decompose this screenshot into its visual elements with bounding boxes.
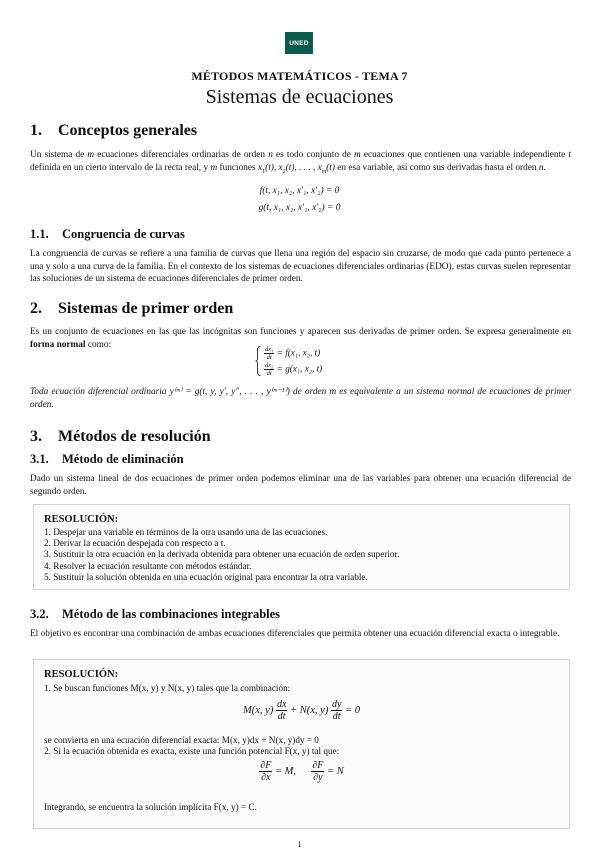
- section-heading-2: [30, 300, 233, 318]
- exact-equation-line: se convierta en una ecuación diferencial exacta: M(x, y)dx + N(x, y)dy = 0: [44, 735, 319, 745]
- course-header: MÉTODOS MATEMÁTICOS - TEMA 7: [191, 69, 408, 83]
- page-number: 1: [297, 840, 302, 849]
- potential-function-equation: $\frac{\partial F}{\partial x}$ = M, $\frac{\partial F}{\partial y}$ = N: [260, 760, 344, 783]
- subsection-heading-3-2: [30, 607, 280, 622]
- subsection-heading-1-1: [30, 227, 185, 242]
- resolution-step: 1. Despejar una variable en términos de la otra usando una de las ecuaciones.: [44, 527, 328, 537]
- paragraph-elimination: Dado un sistema lineal de dos ecuaciones de primer orden podemos eliminar una de las variables para obtener una ecuación diferencial de segundo orden.: [30, 474, 571, 497]
- section-heading-1: [30, 122, 197, 140]
- resolution-step-1: 1. Se buscan funciones M(x, y) y N(x, y) tales que la combinación:: [44, 683, 291, 693]
- resolution-step-2: 2. Si la ecuación obtenida es exacta, existe una función potencial F(x, y) tal que:: [44, 746, 340, 756]
- implicit-solution-line: Integrando, se encuentra la solución implícita F(x, y) = C.: [44, 802, 257, 812]
- section-number: 3.: [30, 428, 42, 445]
- subsection-number: 3.2.: [30, 607, 49, 621]
- paragraph-congruencia: La congruencia de curvas se refiere a una familia de curvas que llena una región del espacio sin cruzarse, de modo que cada punto pertenece a una y solo a una curva de la familia. En el contexto de los sistemas de ecuaciones diferenciales ordinarias (EDO), estas curvas suelen representar las soluciones de un sistema de ecuaciones diferenciales de primer orden.: [30, 249, 571, 285]
- paragraph-first-order: Es un conjunto de ecuaciones en las que las incógnitas son funciones y aparecen sus derivadas de primer orden. Se expresa generalmente en forma normal como:: [30, 327, 571, 350]
- document-title: Sistemas de ecuaciones: [205, 86, 394, 108]
- subsection-number: 3.1.: [30, 452, 49, 466]
- section-title: Conceptos generales: [58, 122, 198, 139]
- system-equation-2: $\frac{\text{dx₂}}{dt}$ = g(x₁, x₂, t): [265, 362, 323, 377]
- paragraph-system-definition: Un sistema de m ecuaciones diferenciales ordinarias de orden n es todo conjunto de m ecuaciones que contienen una variable independiente t definida en un cierto intervalo de la recta real, y m funciones $x_1(t)$, $x_2(t)$, . . . , $x_m(t)$ en esa variable, así como sus derivadas hasta el orden n.: [30, 150, 571, 175]
- resolution-box-title: RESOLUCIÓN:: [44, 669, 119, 680]
- subsection-title: Congruencia de curvas: [62, 227, 185, 241]
- paragraph-equivalence-note: Toda ecuación diferencial ordinaria y⁽ᵐ⁾ = g(t, y, y′, y″, . . . , y⁽ᵐ⁻¹⁾) de orden m es equivalente a un sistema normal de ecuaciones de primer orden.: [30, 387, 571, 410]
- equation-f: f(t, x₁, x₂, x′₁, x′₂) = 0: [259, 186, 340, 196]
- resolution-box-title: RESOLUCIÓN:: [44, 514, 119, 525]
- combination-equation: M(x, y) $\frac{dx}{dt}$ + N(x, y) $\frac{dy}{dt}$ = 0: [243, 699, 360, 722]
- uned-logo: UNED: [285, 32, 313, 54]
- equation-g: g(t, x₁, x₂, x′₁, x′₂) = 0: [258, 203, 341, 213]
- section-number: 2.: [30, 300, 42, 317]
- left-brace: [255, 346, 261, 376]
- section-heading-3: [30, 428, 211, 446]
- subsection-number: 1.1.: [30, 227, 49, 241]
- subsection-heading-3-1: [30, 452, 184, 467]
- resolution-step: 4. Resolver la ecuación resultante con métodos estándar.: [44, 561, 252, 571]
- system-equation-1: $\frac{\text{dx₁}}{dt}$ = f(x₁, x₂, t): [265, 346, 321, 361]
- resolution-step: 2. Derivar la ecuación despejada con respecto a t.: [44, 538, 226, 548]
- section-title: Métodos de resolución: [58, 428, 211, 445]
- subsection-title: Método de las combinaciones integrables: [62, 607, 281, 621]
- resolution-box-elimination: [33, 504, 570, 590]
- subsection-title: Método de eliminación: [62, 452, 184, 466]
- section-number: 1.: [30, 122, 42, 139]
- paragraph-integrable-combinations: El objetivo es encontrar una combinación de ambas ecuaciones diferenciales que permita obtener una ecuación diferencial exacta o integrable.: [30, 629, 560, 639]
- resolution-step: 5. Sustituir la solución obtenida en una ecuación original para encontrar la otra variable.: [44, 572, 368, 582]
- section-title: Sistemas de primer orden: [58, 300, 234, 317]
- resolution-step: 3. Sustituir la otra ecuación en la derivada obtenida para obtener una ecuación de orden superior.: [44, 549, 400, 559]
- resolution-box-combinations: [33, 659, 570, 829]
